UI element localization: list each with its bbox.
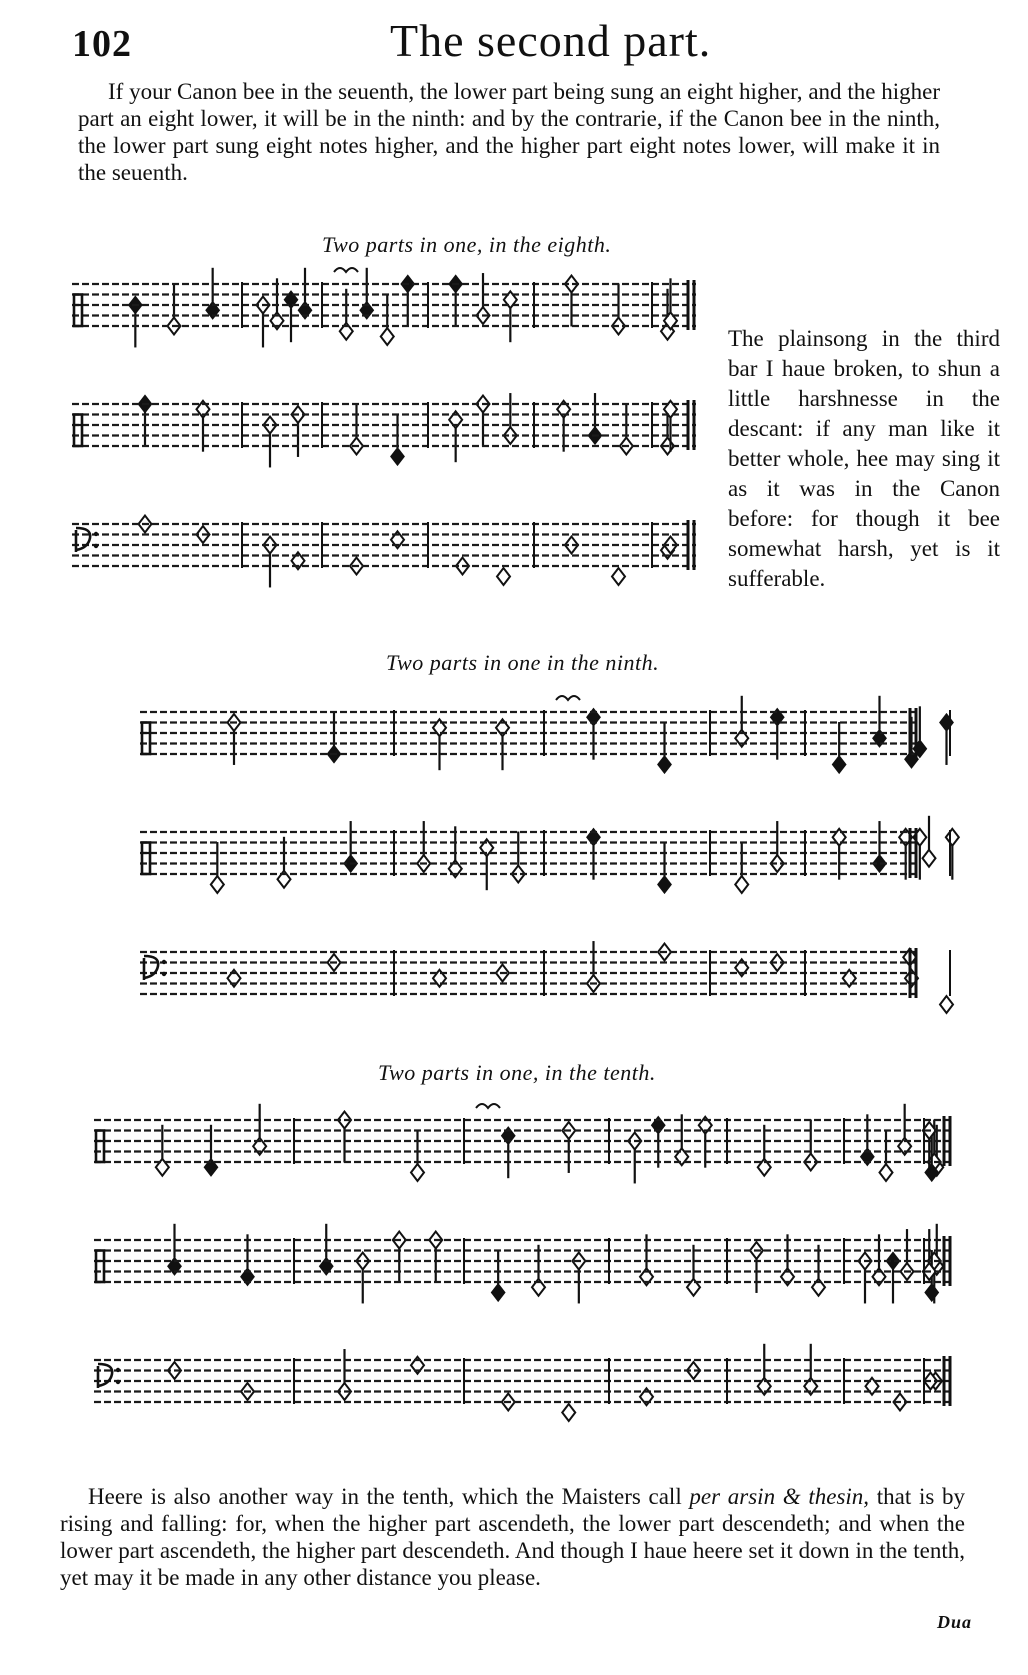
staff — [94, 1236, 952, 1286]
bass-clef-icon — [98, 1364, 112, 1388]
c-clef-icon — [96, 1131, 104, 1163]
music-note — [833, 756, 846, 773]
music-system-eighth — [72, 272, 696, 584]
c-clef-icon — [142, 723, 150, 755]
music-note — [562, 1404, 575, 1421]
side-note: The plainsong in the third bar I haue broken, to shun a little harshnesse in the descant: if any man like it better whole, hee may sing it as it was in the Canon before: for though it bee somewhat harsh, yet is it sufferable. — [728, 326, 1000, 591]
page-number: 102 — [72, 23, 132, 65]
caption-ninth: Two parts in one in the ninth. — [386, 650, 660, 675]
clef-dot — [162, 972, 166, 976]
music-note — [411, 1164, 424, 1181]
bass-clef-icon — [144, 956, 158, 980]
staff — [72, 400, 696, 450]
ornament-icon — [556, 696, 580, 700]
clef-dot — [116, 1368, 120, 1372]
music-system-ninth — [140, 700, 918, 1012]
music-note — [658, 876, 671, 893]
music-note — [211, 876, 224, 893]
music-note — [391, 448, 404, 465]
c-clef-icon — [74, 415, 82, 447]
catchword: Dua — [936, 1612, 972, 1632]
caption-eighth: Two parts in one, in the eighth. — [322, 232, 612, 257]
music-note — [497, 568, 510, 585]
bass-clef-icon — [76, 528, 90, 552]
c-clef-icon — [96, 1251, 104, 1283]
staff — [140, 708, 950, 758]
c-clef-icon — [74, 295, 82, 327]
ornament-icon — [334, 268, 358, 272]
clef-dot — [162, 960, 166, 964]
staff — [140, 828, 950, 878]
music-note — [946, 829, 959, 846]
music-note — [735, 876, 748, 893]
music-note — [940, 714, 953, 731]
clef-dot — [94, 544, 98, 548]
music-note — [880, 1164, 893, 1181]
music-note — [925, 1284, 938, 1301]
clef-dot — [116, 1380, 120, 1384]
caption-tenth: Two parts in one, in the tenth. — [378, 1060, 656, 1085]
running-title: The second part. — [390, 15, 712, 66]
staff — [94, 1356, 952, 1406]
intro-paragraph: If your Canon bee in the seuenth, the lower part being sung an eight higher, and the higher part an eight lower, it will be in the ninth: and by the contrarie, if the Canon bee in the ninth, the lower part sung eight notes higher, and the higher part eight notes lower, will make it in the seuenth. — [78, 79, 940, 185]
staff — [72, 520, 696, 570]
staff — [140, 948, 950, 998]
music-note — [923, 850, 936, 867]
staff — [72, 280, 696, 330]
music-note — [381, 328, 394, 345]
c-clef-icon — [142, 843, 150, 875]
music-system-tenth — [94, 1108, 952, 1420]
closing-text-start: Heere is also another way in the tenth, which the Maisters call — [88, 1484, 690, 1509]
staff — [94, 1116, 952, 1166]
ornament-icon — [476, 1104, 500, 1108]
music-note — [658, 756, 671, 773]
music-note — [940, 996, 953, 1013]
clef-dot — [94, 532, 98, 536]
closing-paragraph — [60, 1483, 965, 1591]
music-note — [492, 1284, 505, 1301]
music-note — [612, 568, 625, 585]
closing-text-end: that is by rising and falling: for, when the higher part ascendeth, the lower part descendeth; and when the lower part ascendeth, the higher part descendeth. And though I haue heere set it down in the tenth, yet may it be made in any other distance you please. — [60, 1484, 965, 1590]
closing-text-italic: per arsin & thesin, — [689, 1484, 870, 1509]
